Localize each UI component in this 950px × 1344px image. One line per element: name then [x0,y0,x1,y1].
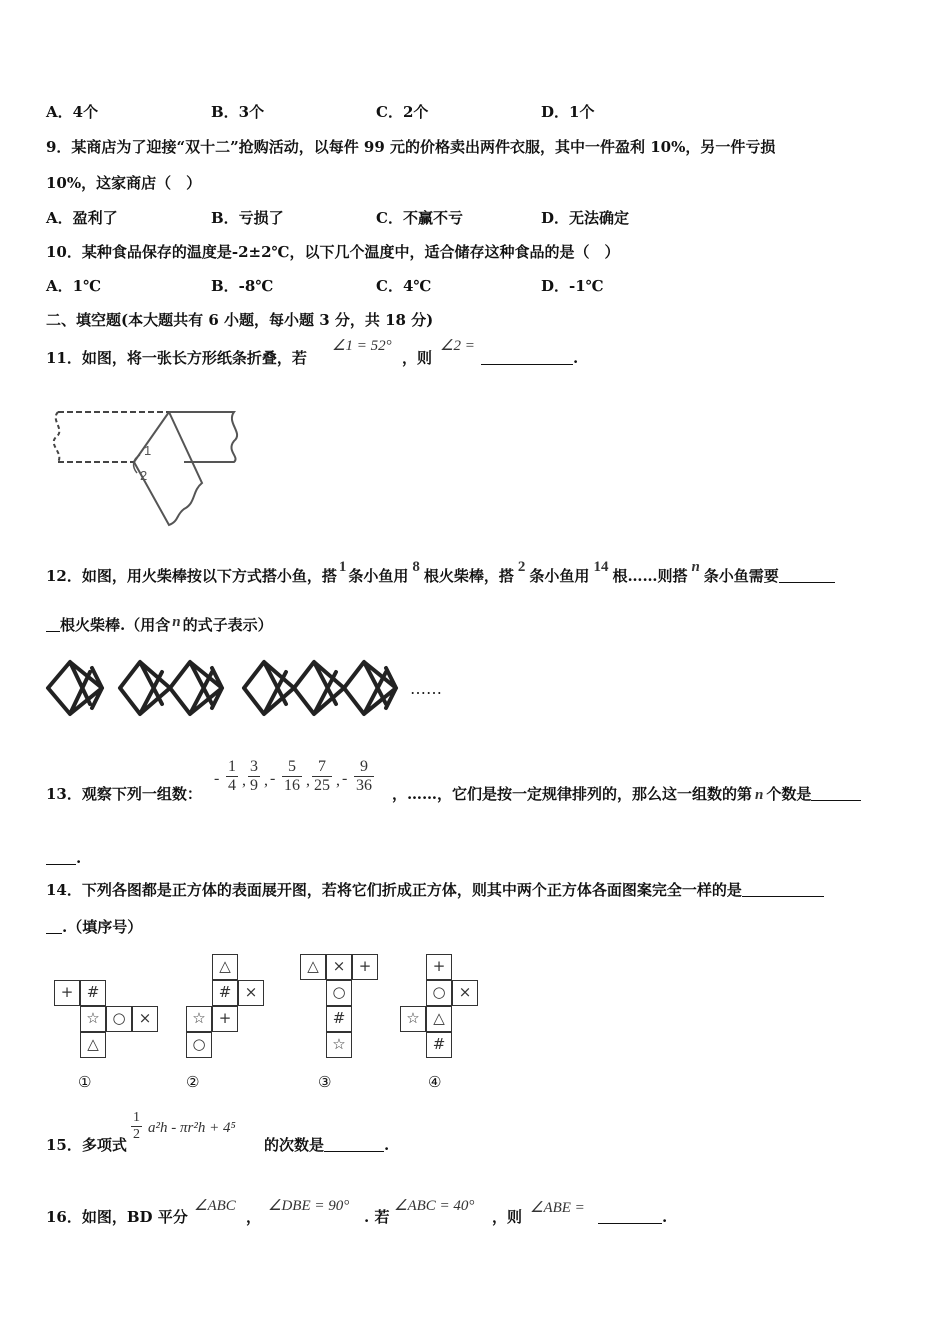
q9-option-b: B．亏损了 [211,209,284,227]
q12-ellipsis: …… [410,679,442,698]
net2-face-plus: + [212,1006,238,1032]
q15-expression: a²h - πr²h + 4⁵ [148,1120,236,1136]
q15-answer-blank[interactable] [324,1137,384,1152]
q16-p2: ， [246,1208,262,1226]
q16-p1: 16．如图，BD 平分 [46,1208,188,1226]
q16-answer: . [598,1207,667,1227]
q9-stem-line1: 9．某商店为了迎接“双十二”抢购活动，以每件 99 元的价格卖出两件衣服，其中一件盈利 10%，另一件亏损 [46,138,776,156]
q10-option-d: D．-1℃ [541,277,604,295]
q9-option-d: D．无法确定 [541,209,630,227]
net-label-2: ② [186,1073,200,1091]
q15-suffix: 的次数是 . [264,1136,390,1154]
q16-angle-abe: ∠ABE = [530,1200,585,1216]
q13-fraction: $\frac{3}{9}$ [250,758,258,794]
q13-suffix: ，……，它们是按一定规律排列的，那么这一组数的第 n 个数是 [392,784,861,805]
net1-face-circle: ○ [106,1006,132,1032]
net4-face-star: ☆ [400,1006,426,1032]
net1-face-plus: + [54,980,80,1006]
net3-face-circle: ○ [326,980,352,1006]
q13-separator: , [264,772,268,789]
net2-face-circle: ○ [186,1032,212,1058]
q11-folded-strip-figure [44,405,244,535]
q13-fraction: $\frac{7}{25}$ [314,758,330,794]
q13-fraction: $\frac{9}{36}$ [356,758,372,794]
net2-face-triangle: △ [212,954,238,980]
q9-option-a: A．盈利了 [46,209,118,227]
q14-answer-blank-b[interactable] [46,919,62,934]
net-label-4: ④ [428,1073,442,1091]
net2-face-hash: # [212,980,238,1006]
q11-mid: ，则 [402,349,433,367]
q12-answer-blank-b[interactable] [46,617,60,632]
q13-answer-blank-b[interactable] [46,850,76,865]
q13-answer-blank-a[interactable] [811,786,861,801]
net1-face-star: ☆ [80,1006,106,1032]
q11-angle-label-2: 2 [140,468,148,483]
q12-line2: 根火柴棒.（用含 n 的式子表示） [46,615,273,636]
q15-prefix: 15．多项式 [46,1136,127,1154]
q13-separator: , [336,772,340,789]
net1-face-hash: # [80,980,106,1006]
net4-face-hash: # [426,1032,452,1058]
net1-face-triangle: △ [80,1032,106,1058]
q16-angle-abc: ∠ABC [194,1198,236,1214]
net4-face-plus: + [426,954,452,980]
q16-angle-dbe: ∠DBE = 90° [268,1198,350,1214]
q16-p4: ，则 [492,1208,523,1226]
net2-face-cross: × [238,980,264,1006]
net4-face-triangle: △ [426,1006,452,1032]
q13-separator: , [306,772,310,789]
q8-option-a: A．4个 [46,103,99,121]
q13-fraction: $\frac{1}{4}$ [228,758,236,794]
q12-line1: 12．如图，用火柴棒按以下方式搭小鱼，搭 1 条小鱼用 8 根火柴棒，搭 2 条小鱼用 14 根……则搭 n 条小鱼需要 [46,566,835,587]
q13-sign: - [214,770,220,787]
q13-sign: - [342,770,348,787]
q11-answer-blank[interactable] [481,350,573,365]
net3-face-cross: × [326,954,352,980]
q10-stem: 10．某种食品保存的温度是-2±2℃，以下几个温度中，适合储存这种食品的是（ ） [46,243,620,261]
q11-angle-label-1: 1 [144,443,152,458]
section-heading: 二、填空题(本大题共有 6 小题，每小题 3 分，共 18 分) [46,311,434,329]
q8-option-b: B．3个 [211,103,265,121]
q10-option-c: C．4℃ [376,277,432,295]
net-label-1: ① [78,1073,92,1091]
q9-option-c: C．不赢不亏 [376,209,463,227]
q14-line2: .（填序号） [46,917,142,937]
net-label-3: ③ [318,1073,332,1091]
q11-prefix: 11．如图，将一张长方形纸条折叠，若 [46,349,307,367]
q10-option-b: B．-8℃ [211,277,274,295]
q16-angle-abc-value: ∠ABC = 40° [394,1198,475,1214]
net3-face-hash: # [326,1006,352,1032]
q9-stem-line2: 10%，这家商店（ ） [46,174,202,192]
net3-face-triangle: △ [300,954,326,980]
net1-face-cross: × [132,1006,158,1032]
q13-fraction: $\frac{5}{16}$ [284,758,300,794]
q15-fraction: $\frac{1}{2}$ [133,1110,140,1142]
net2-face-star: ☆ [186,1006,212,1032]
q14-line1: 14．下列各图都是正方体的表面展开图，若将它们折成正方体，则其中两个正方体各面图案完全一样的是 [46,880,824,900]
q12-answer-blank-a[interactable] [779,568,835,583]
q10-option-a: A．1℃ [46,277,102,295]
q11-period: . [573,349,579,367]
net3-face-plus: + [352,954,378,980]
q8-option-d: D．1个 [541,103,595,121]
q13-prefix: 13．观察下列一组数： [46,785,202,803]
q14-answer-blank-a[interactable] [742,882,824,897]
q11-angle1-math: ∠1 = 52° [332,338,392,354]
q13-sign: - [270,770,276,787]
q16-answer-blank[interactable] [598,1209,662,1224]
q11-angle2-math: ∠2 = [440,338,475,354]
q16-p3: . 若 [364,1208,390,1226]
net3-face-star: ☆ [326,1032,352,1058]
q13-line2: . [46,848,81,868]
net4-face-cross: × [452,980,478,1006]
q13-separator: , [242,772,246,789]
q12-matchstick-fish-figure [40,652,460,732]
net4-face-circle: ○ [426,980,452,1006]
q8-option-c: C．2个 [376,103,429,121]
